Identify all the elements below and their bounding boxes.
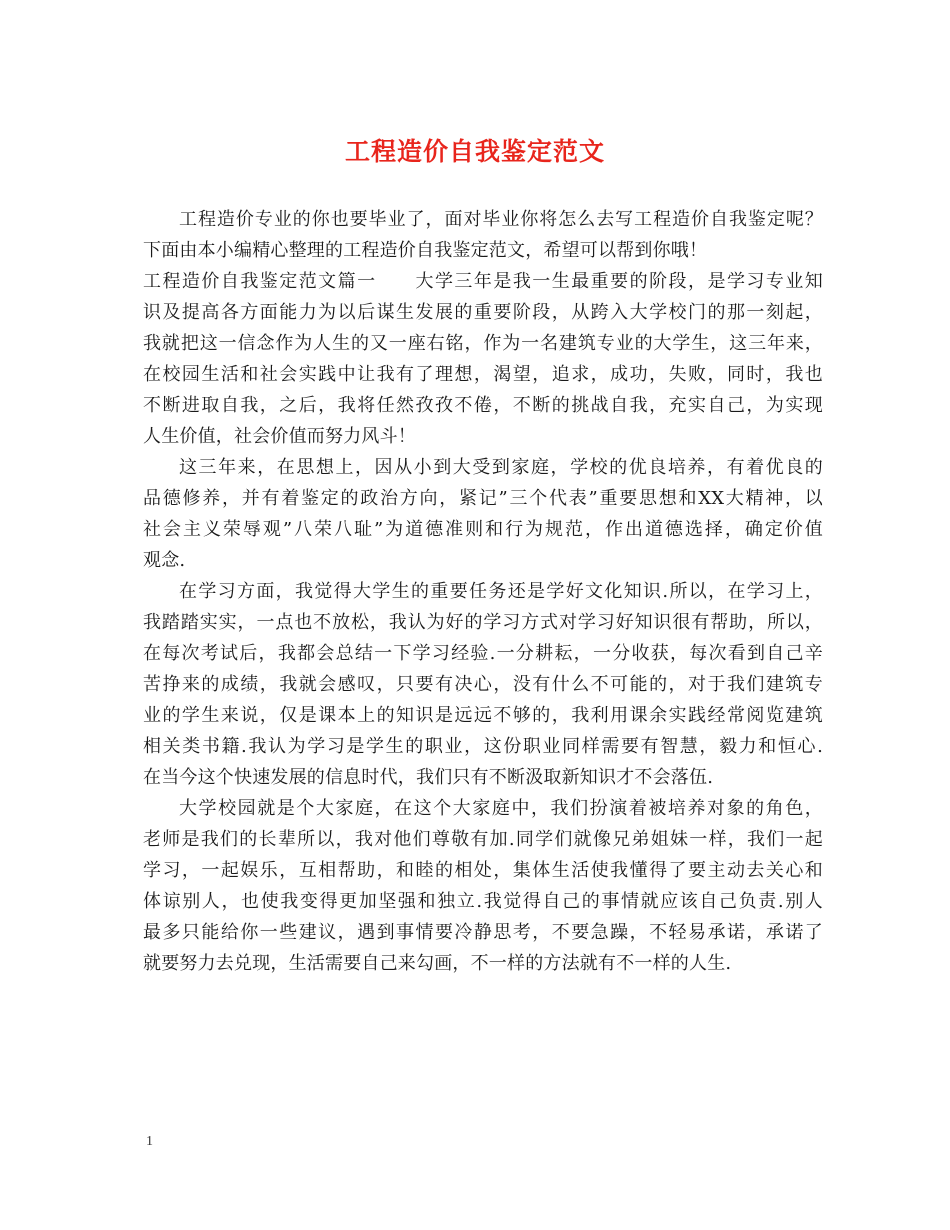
text-line: 相关类书籍.我认为学习是学生的职业，这份职业同样需要有智慧，毅力和恒心. xyxy=(143,736,823,757)
text-line: 体谅别人，也使我变得更加坚强和独立.我觉得自己的事情就应该自己负责.别人 xyxy=(143,891,823,912)
text-line: 大学校园就是个大家庭，在这个大家庭中，我们扮演着被培养对象的角色， xyxy=(179,798,823,819)
text-line: 人生价值，社会价值而努力风斗！ xyxy=(143,426,416,447)
text-line: 学习，一起娱乐，互相帮助，和睦的相处，集体生活使我懂得了要主动去关心和 xyxy=(143,860,823,881)
text-line: 在每次考试后，我都会总结一下学习经验.一分耕耘，一分收获，每次看到自己辛 xyxy=(143,643,823,664)
text-line: 社会主义荣辱观”八荣八耻”为道德准则和行为规范，作出道德选择，确定价值 xyxy=(143,519,823,540)
text-line: 最多只能给你一些建议，遇到事情要冷静思考，不要急躁，不轻易承诺，承诺了 xyxy=(143,922,823,943)
text-line: 业的学生来说，仅是课本上的知识是远远不够的，我利用课余实践经常阅览建筑 xyxy=(143,705,823,726)
text-line: 识及提高各方面能力为以后谋生发展的重要阶段，从跨入大学校门的那一刻起， xyxy=(143,302,823,323)
text-line: 不断进取自我，之后，我将任然孜孜不倦，不断的挑战自我，充实自己，为实现 xyxy=(143,395,823,416)
page-number: 1 xyxy=(146,1134,153,1149)
text-line: 我踏踏实实，一点也不放松，我认为好的学习方式对学习好知识很有帮助，所以， xyxy=(143,612,823,633)
text-line: 我就把这一信念作为人生的又一座右铭，作为一名建筑专业的大学生，这三年来， xyxy=(143,333,823,354)
text-line: 下面由本小编精心整理的工程造价自我鉴定范文，希望可以帮到你哦！ xyxy=(143,240,708,261)
text-line: 这三年来，在思想上，因从小到大受到家庭，学校的优良培养，有着优良的 xyxy=(179,457,823,478)
text-line: 苦挣来的成绩，我就会感叹，只要有决心，没有什么不可能的，对于我们建筑专 xyxy=(143,674,823,695)
text-line: 老师是我们的长辈所以，我对他们尊敬有加.同学们就像兄弟姐妹一样，我们一起 xyxy=(143,829,823,850)
text-line: 观念. xyxy=(143,550,186,571)
document-body xyxy=(143,204,823,979)
text-line: 在校园生活和社会实践中让我有了理想，渴望，追求，成功，失败，同时，我也 xyxy=(143,364,823,385)
text-line: 工程造价专业的你也要毕业了，面对毕业你将怎么去写工程造价自我鉴定呢？ xyxy=(179,209,823,230)
document-title: 工程造价自我鉴定范文 xyxy=(344,137,605,166)
text-line: 品德修养，并有着鉴定的政治方向，紧记”三个代表”重要思想和XX大精神，以 xyxy=(143,488,823,509)
text-line: 在当今这个快速发展的信息时代，我们只有不断汲取新知识才不会落伍. xyxy=(143,767,714,788)
text-line: 在学习方面，我觉得大学生的重要任务还是学好文化知识.所以，在学习上， xyxy=(179,581,823,602)
text-line: 就要努力去兑现，生活需要自己来勾画，不一样的方法就有不一样的人生. xyxy=(143,953,732,974)
text-line: 工程造价自我鉴定范文篇一 大学三年是我一生最重要的阶段，是学习专业知 xyxy=(143,271,823,292)
